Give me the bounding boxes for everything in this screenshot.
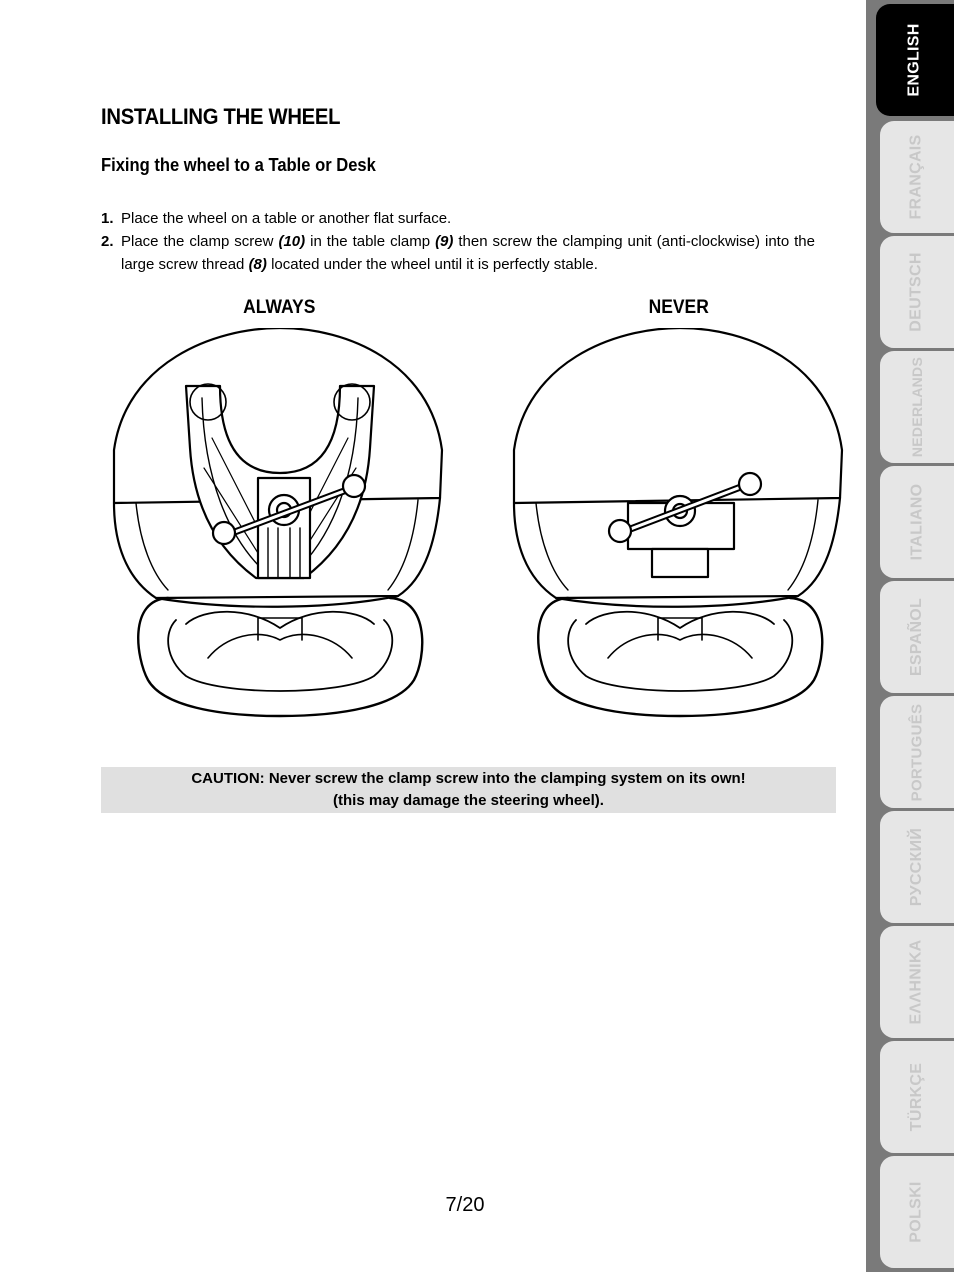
step-text-part: located under the wheel until it is perfectly stable.: [266, 256, 598, 273]
caution-box: [101, 767, 836, 813]
instruction-list: [101, 207, 815, 276]
part-ref-screw-thread: (8): [248, 256, 267, 273]
step-2: [101, 230, 815, 276]
tab-english[interactable]: [876, 4, 954, 116]
step-text-part: in the table clamp: [305, 233, 436, 250]
subsection-title: Fixing the wheel to a Table or Desk: [101, 155, 376, 175]
tab-label: ITALIANO: [908, 483, 926, 561]
tab-deutsch[interactable]: [880, 236, 954, 348]
tab-label: NEDERLANDS: [909, 356, 926, 458]
tab-polski[interactable]: [880, 1156, 954, 1268]
always-illustration: [108, 328, 448, 723]
tab-russian[interactable]: [880, 811, 954, 923]
tab-greek[interactable]: [880, 926, 954, 1038]
part-ref-table-clamp: (9): [435, 233, 454, 250]
part-ref-clamp-screw: (10): [278, 233, 306, 250]
section-title: INSTALLING THE WHEEL: [101, 104, 341, 129]
tab-portugues[interactable]: [880, 696, 954, 808]
tab-label: ENGLISH: [906, 23, 923, 97]
step-number: 2.: [101, 233, 114, 250]
step-number: 1.: [101, 210, 114, 227]
tab-label: TÜRKÇE: [908, 1062, 925, 1132]
step-text-part: Place the clamp screw: [121, 233, 279, 250]
step-1: [101, 207, 815, 230]
step-text: [121, 230, 815, 276]
tab-label: PORTUGUÊS: [908, 703, 926, 801]
step-text-part: then screw the clamping unit (anti-clockwise) into the large screw thread: [121, 233, 815, 273]
always-label: ALWAYS: [243, 297, 316, 318]
tab-label: ESPAÑOL: [908, 597, 926, 677]
caution-line-2: (this may damage the steering wheel).: [333, 792, 604, 809]
never-illustration: [508, 328, 848, 723]
language-tabs: [866, 0, 954, 1272]
never-label: NEVER: [648, 297, 709, 318]
page-number: 7/20: [445, 1194, 485, 1216]
tab-label: FRANÇAIS: [908, 134, 926, 220]
tab-turkce[interactable]: [880, 1041, 954, 1153]
tab-label: DEUTSCH: [908, 252, 925, 332]
tab-nederlands[interactable]: [880, 351, 954, 463]
tab-espanol[interactable]: [880, 581, 954, 693]
caution-line-1: CAUTION: Never screw the clamp screw into the clamping system on its own!: [191, 770, 746, 787]
step-text: Place the wheel on a table or another flat surface.: [121, 210, 452, 227]
tab-label: РУССКИЙ: [908, 827, 926, 907]
tab-label: POLSKI: [908, 1181, 925, 1243]
tab-label: ΕΛΛΗΝΙΚΑ: [908, 939, 925, 1025]
tab-italiano[interactable]: [880, 466, 954, 578]
tab-francais[interactable]: [880, 121, 954, 233]
